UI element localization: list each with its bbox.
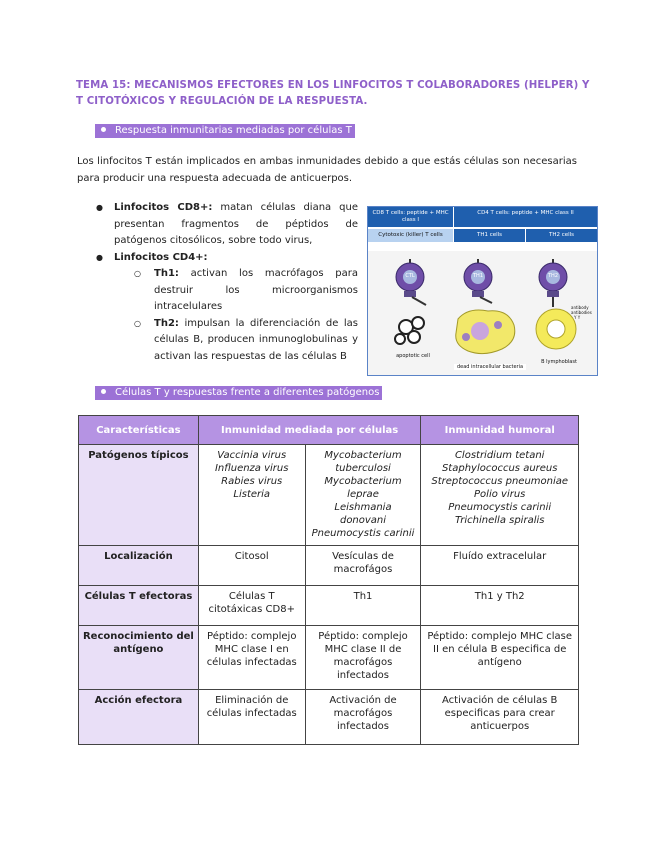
cd4-header-text: CD4 T cells: peptide + MHC class II [477,210,574,216]
list-item-cd4 [96,250,358,267]
table-header-row [79,416,579,445]
table-row-location [79,546,579,586]
circle-bullet-icon: ○ [134,318,141,328]
cell-recognition-b: Péptido: complejo MHC clase II de macrofágos infectados [305,626,421,690]
cd4-label: Linfocitos CD4+: [114,251,208,263]
comparison-table [78,415,579,745]
bullet-list [96,200,358,365]
ctl-label-text: Cytotoxic (killer) T cells [378,232,443,238]
th1-label: Th1: [154,268,179,279]
row-label-recognition: Reconocimiento del antígeno [79,626,199,690]
th2-label-text: TH2 cells [548,232,575,238]
table-row-pathogens [79,445,579,546]
cell-recognition-c: Péptido: complejo MHC clase II en célula B especifica de antígeno [421,626,579,690]
bullet-dot [101,127,106,132]
macrophage-icon [456,310,515,354]
row-label-effector-cells: Células T efectoras [79,586,199,626]
header-characteristics: Características [79,416,199,445]
cell-effector-c: Th1 y Th2 [421,586,579,626]
cell-action-a: Eliminación de células infectadas [198,690,305,745]
section-heading-t-cell-responses [95,124,355,138]
table-row-recognition [79,626,579,690]
list-item-cd8 [96,200,358,250]
row-label-pathogens: Patógenos típicos [79,445,199,546]
cell-pathogens-a: Vaccinia virus Influenza virus Rabies virus Listeria [198,445,305,546]
b-lymphoblast-caption: B lymphoblast [541,359,577,365]
page-title: TEMA 15: MECANISMOS EFECTORES EN LOS LINFOCITOS T COLABORADORES (HELPER) Y T CITOTÓXICOS Y REGULACIÓN DE LA RESPUESTA. [76,80,590,107]
ctl-cell-text: CTL [405,273,415,279]
cell-effector-b: Th1 [305,586,421,626]
cell-pathogens-c: Clostridium tetani Staphylococcus aureus Streptococcus pneumoniae Polio virus Pneumocystis carinii Trichinella spiralis [421,445,579,546]
section-heading-pathogens [95,386,382,400]
table-row-effector-cells [79,586,579,626]
t-cell-figure [367,206,598,376]
cell-location-b: Vesículas de macrofágos [305,546,421,586]
cell-action-b: Activación de macrofágos infectados [305,690,421,745]
cell-location-a: Citosol [198,546,305,586]
th2-cell-text: TH2 [548,273,558,279]
row-label-location: Localización [79,546,199,586]
header-cell-mediated: Inmunidad mediada por células [198,416,421,445]
apoptotic-caption: apoptotic cell [396,353,430,359]
bullet-dot [101,389,106,394]
cell-action-c: Activación de células B especificas para crear anticuerpos [421,690,579,745]
th1-label-text: TH1 cells [476,232,503,238]
circle-bullet-icon: ○ [134,269,141,278]
table-row-action [79,690,579,745]
th1-text: activan los macrófagos para destruir los microorganismos intracelulares [154,268,358,312]
cd8-label: Linfocitos CD8+: [114,202,213,213]
cell-recognition-a: Péptido: complejo MHC clase I en células infectadas [198,626,305,690]
list-item-th1 [96,266,358,316]
row-label-action: Acción efectora [79,690,199,745]
antibodies-caption: antibody antibodies [571,305,592,315]
cell-location-c: Fluído extracelular [421,546,579,586]
bullet-icon: ● [96,203,103,212]
th1-cell-text: TH1 [473,273,483,279]
dead-bacteria-caption: dead intracellular bacteria [454,364,526,370]
intro-paragraph: Los linfocitos T están implicados en ambas inmunidades debido a que estás células son necesarias para producir una respuesta adecuada de anticuerpos. [77,156,577,184]
th2-label: Th2: [154,317,179,329]
svg-text:Y Y: Y Y [574,315,581,320]
th2-text: impulsan la diferenciación de las células B, producen inmunoglobulinas y activan las respuestas de las células B [154,317,359,362]
section-heading-text: Respuesta inmunitarias mediadas por células T [115,125,352,136]
bullet-icon: ● [96,252,103,262]
cd8-text: matan células diana que presentan fragmentos de péptidos de patógenos citosólicos, sobre todo virus, [114,202,358,246]
section-heading-text: Células T y respuestas frente a diferentes patógenos [115,387,380,398]
cell-effector-a: Células T citotáxicas CD8+ [198,586,305,626]
cell-pathogens-b: Mycobacterium tuberculosi Mycobacterium leprae Leishmania donovani Pneumocystis carinii [305,445,421,546]
cd8-header-text: CD8 T cells: peptide + MHC class I [372,210,449,223]
header-humoral: Inmunidad humoral [421,416,579,445]
list-item-th2 [96,316,358,366]
